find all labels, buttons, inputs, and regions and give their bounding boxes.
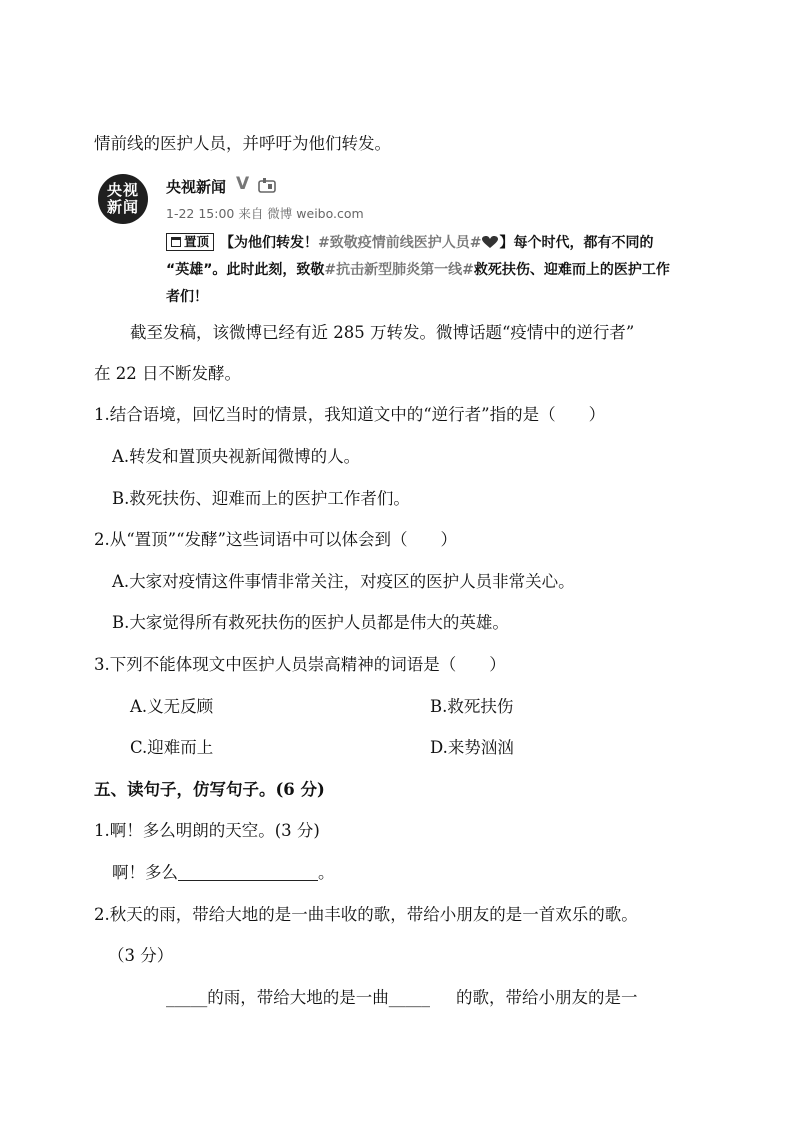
question-3-option-c: C.迎难而上: [130, 738, 214, 757]
weibo-post-image: [94, 170, 724, 305]
badge-icon: [257, 177, 277, 193]
logo-line-1: 央视: [106, 181, 139, 199]
pin-icon: [171, 237, 181, 247]
logo-line-2: 新闻: [106, 198, 139, 216]
post-body: [166, 230, 726, 311]
verified-icon: V: [236, 174, 250, 194]
body-part-2: 】每个时代，都有不同的: [499, 235, 654, 251]
question-2-option-b: B.大家觉得所有救死扶伤的医护人员都是伟大的英雄。: [112, 613, 509, 632]
body-part-1: 【为他们转发！: [220, 235, 319, 251]
topic-tag-1: #致敬疫情前线医护人员#: [318, 235, 482, 251]
question-3-stem: 3.下列不能体现文中医护人员崇高精神的词语是（ ）: [94, 655, 506, 674]
intro-line: 情前线的医护人员，并呼吁为他们转发。: [94, 134, 391, 153]
sentence-2-part-2: 的歌，带给小朋友的是一: [456, 988, 638, 1007]
question-3-option-d: D.来势汹汹: [430, 738, 514, 757]
sentence-1-stem: 1.啊！多么明朗的天空。(3 分): [94, 821, 320, 840]
question-1-option-a: A.转发和置顶央视新闻微博的人。: [112, 447, 361, 466]
question-2-stem: 2.从“置顶”“发酵”这些词语中可以体会到（ ）: [94, 530, 457, 549]
body-part-5: 者们！: [166, 289, 208, 305]
body-part-3: “英雄”。此时此刻，致敬: [166, 262, 325, 278]
sentence-1-answer-line: [112, 862, 335, 884]
post-meta: 1-22 15:00 来自 微博 weibo.com: [166, 206, 364, 221]
question-1-stem: 1.结合语境，回忆当时的情景，我知道文中的“逆行者”指的是（ ）: [94, 405, 606, 424]
body-part-4: 救死扶伤、迎难而上的医护工作: [473, 262, 670, 278]
cctv-news-logo: [98, 174, 148, 224]
sentence-1-suffix: 。: [318, 863, 335, 882]
heart-icon: [481, 235, 499, 249]
sentence-1-prefix: 啊！多么: [112, 863, 178, 882]
account-name: 央视新闻: [166, 178, 227, 196]
sentence-1-blank[interactable]: [178, 862, 318, 881]
sentence-2-blank-1[interactable]: _____: [166, 988, 208, 1007]
question-2-option-a: A.大家对疫情这件事情非常关注，对疫区的医护人员非常关心。: [112, 572, 575, 591]
question-3-option-b: B.救死扶伤: [430, 697, 514, 716]
pinned-badge: [166, 233, 214, 251]
question-3-option-a: A.义无反顾: [130, 697, 214, 716]
sentence-2-stem: 2.秋天的雨，带给大地的是一曲丰收的歌，带给小朋友的是一首欢乐的歌。: [94, 905, 638, 924]
sentence-2-part-1: 的雨，带给大地的是一曲: [207, 988, 389, 1007]
paragraph-line-2: 在 22 日不断发酵。: [94, 364, 241, 383]
sentence-2-points: （3 分）: [108, 946, 174, 965]
paragraph-line-1: 截至发稿，该微博已经有近 285 万转发。微博话题“疫情中的逆行者”: [130, 323, 635, 342]
question-1-option-b: B.救死扶伤、迎难而上的医护工作者们。: [112, 489, 410, 508]
sentence-2-blank-2[interactable]: _____: [388, 988, 430, 1007]
topic-tag-2: #抗击新型肺炎第一线#: [324, 262, 474, 278]
sentence-2-answer-line: [166, 987, 638, 1009]
section-5-title: 五、读句子，仿写句子。(6 分): [94, 780, 325, 799]
pin-label: 置顶: [184, 234, 210, 249]
